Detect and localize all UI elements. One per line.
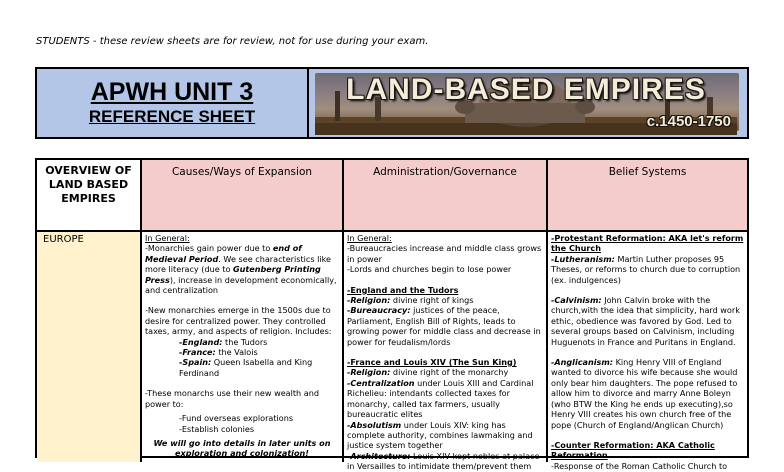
banner-panel bbox=[309, 69, 747, 137]
tudors-bureaucracy: -Bureaucracy: justices of the peace, Parliament, English Bill of Rights, leads to growing power for middle class and decrease in power for feudalism/lords bbox=[347, 305, 541, 347]
causes-header: Causes/Ways of Expansion bbox=[142, 160, 344, 230]
anglicanism-item: -Anglicanism: King Henry VIII of England wanted to divorce his wife because she would only bear him daughters. The pope refused to allow him to divorce and marry Anne Boleyn (who BTW the King he ends up executing),so Henry VIII creates his own church free of the pope (Church of England/Anglican Church) bbox=[551, 357, 738, 430]
protestant-heading: -Protestant Reformation: AKA let's reform the Church bbox=[551, 233, 744, 254]
review-notice: STUDENTS - these review sheets are for review, not for use during your exam. bbox=[36, 36, 429, 47]
counter-reformation-text: -Response of the Roman Catholic Church to bbox=[551, 460, 728, 471]
louis-architecture: -Architecture: Louis XIV kept nobles at palace in Versailles to intimidate them/prevent them bbox=[347, 450, 540, 472]
admin-header: Administration/Governance bbox=[344, 160, 548, 230]
title-block bbox=[37, 69, 309, 137]
banner-title: LAND-BASED EMPIRES bbox=[346, 73, 706, 106]
belief-header: Belief Systems bbox=[548, 160, 747, 230]
calvinism-item: -Calvinism: John Calvin broke with the church,with the idea that simplicity, hard work ethic, obedience was favored by God. Led to several groups based on Calvinism, including Huguenots in France and Puritans in England. bbox=[551, 295, 740, 347]
louis-centralization: -Centralization under Louis XIII and Cardinal Richelieu: intendants collected taxes for monarchy, called tax farmers, usually bureaucratic elites bbox=[347, 377, 534, 420]
lutheranism-item: -Lutheranism: Martin Luther proposes 95 Theses, or reforms to church due to corruption (ex. indulgences) bbox=[551, 253, 741, 285]
louis-absolutism: -Absolutism under Louis XIV: king has complete authority, combines lawmaking and justice system together bbox=[347, 419, 533, 451]
tudors-religion: -Religion: divine right of kings bbox=[347, 295, 474, 306]
belief-cell bbox=[548, 232, 747, 471]
causes-paragraph-1: -Monarchies gain power due to end of Medieval Period. We see characteristics like more literacy (due to Gutenberg Printing Press), increase in development economically, and centralization bbox=[145, 243, 337, 296]
england-item: -England: the Tudors bbox=[179, 336, 268, 347]
table-header-row bbox=[37, 160, 747, 232]
reference-sheet-title: REFERENCE SHEET bbox=[88, 107, 256, 126]
banner-date: c.1450-1750 bbox=[646, 113, 731, 130]
causes-general-heading: In General: bbox=[145, 233, 190, 243]
admin-general-1: -Bureaucracies increase and middle class grows in power bbox=[347, 243, 542, 264]
spain-item: -Spain: Queen Isabella and King Ferdinand bbox=[179, 357, 313, 378]
france-item: -France: the Valois bbox=[179, 347, 258, 358]
colonies-item: -Establish colonies bbox=[179, 423, 255, 434]
admin-general-heading: In General: bbox=[347, 233, 392, 243]
region-label: EUROPE bbox=[37, 232, 142, 462]
overview-header: OVERVIEW OF LAND BASED EMPIRES bbox=[37, 160, 142, 230]
causes-cell bbox=[142, 232, 344, 462]
causes-paragraph-2: -New monarchies emerge in the 1500s due to desire for centralized power. They controlled taxes, army, and aspects of religion. Includes: bbox=[145, 305, 332, 337]
banner-image bbox=[315, 73, 739, 131]
title-header bbox=[35, 67, 749, 139]
causes-paragraph-3: -These monarchs use their new wealth and power to: bbox=[145, 388, 319, 409]
future-units-note: We will go into details in later units on exploration and colonization! bbox=[153, 437, 331, 459]
admin-general-2: -Lords and churches begin to lose power bbox=[347, 264, 512, 275]
counter-reformation-heading: -Counter Reformation: AKA Catholic Reformation bbox=[551, 439, 715, 461]
table-row bbox=[37, 232, 747, 472]
louis-heading: -France and Louis XIV (The Sun King) bbox=[347, 357, 517, 368]
fund-item: -Fund overseas explorations bbox=[179, 413, 294, 424]
overview-table bbox=[35, 158, 749, 472]
unit-title: APWH UNIT 3 bbox=[90, 78, 254, 106]
admin-cell bbox=[344, 232, 548, 472]
louis-religion: -Religion: divine right of the monarchy bbox=[347, 367, 509, 378]
tudors-heading: -England and the Tudors bbox=[347, 284, 459, 295]
